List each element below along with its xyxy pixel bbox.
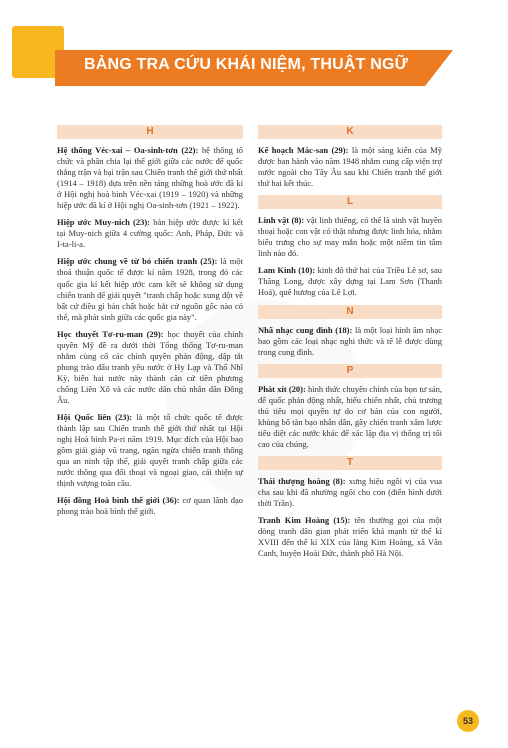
section-header-l: L	[258, 195, 442, 209]
glossary-term: Phát xít (20):	[258, 383, 306, 394]
section-header-n: N	[258, 305, 442, 319]
section-header-p: P	[258, 364, 442, 378]
glossary-term: Thái thượng hoàng (8):	[258, 475, 346, 486]
glossary-entry	[258, 145, 442, 189]
glossary-definition: tên thường gọi của một dòng tranh dân gian phát triển khá mạnh từ thế kỉ XVIII đến thế kỉ XIX của làng Kim Hoàng, xã Vân Canh, huyện Hoài Đức, thành phố Hà Nội.	[258, 515, 442, 559]
glossary-entry	[258, 215, 442, 259]
section-header-h: H	[57, 125, 243, 139]
glossary-definition: là một loại hình âm nhạc bao gồm các loại nhạc nghi thức và tế lễ được dùng trong cung đình.	[258, 324, 442, 357]
entries-h	[57, 145, 243, 517]
left-column	[57, 125, 243, 523]
glossary-definition: bản hiệp ước được kí kết tại Muy-nich giữa 4 cường quốc: Anh, Pháp, Đức và I-ta-li-a.	[57, 217, 244, 250]
glossary-term: Tranh Kim Hoàng (15):	[258, 515, 351, 526]
glossary-entry	[258, 476, 442, 509]
glossary-definition: là một tổ chức quốc tế được thành lập sau Chiến tranh thế giới thứ nhất tại Hội nghị Hoà bình Pa-ri năm 1919. Mục đích của Hội bao gồm giải giáp vũ trang, ngăn ngừa chiến tranh thông qua an ninh tập thể, giải quyết tranh chấp giữa các nước thông qua đối thoại và ngoại giao, cải thiện sự thịnh vượng toàn cầu.	[57, 412, 243, 489]
glossary-entry	[57, 217, 243, 250]
glossary-entry	[57, 256, 243, 322]
glossary-term: Hiệp ước Muy-nich (23):	[57, 217, 151, 228]
glossary-term: Học thuyết Tơ-ru-man (29):	[57, 328, 164, 339]
glossary-term: Linh vật (8):	[258, 215, 305, 226]
glossary-term: Hiệp ước chung về từ bỏ chiến tranh (25):	[57, 256, 218, 267]
glossary-definition: xưng hiệu ngôi vị của vua cha sau khi đã nhường ngôi cho con (điển hình dưới thời Trần).	[258, 475, 442, 509]
glossary-definition: là một thoả thuận quốc tế được kí năm 1928, trong đó các quốc gia kí kết hiệp ước cam kết sẽ không sử dụng chiến tranh để giải quyết "tranh chấp hoặc xung đột về bất cứ điều gì bản chất hoặc bắt cứ nguồn gốc nào có thể, mà phát sinh giữa các quốc gia này".	[57, 256, 243, 322]
section-header-t: T	[258, 456, 442, 470]
glossary-term: Hệ thống Véc-xai – Oa-sinh-tơn (22):	[57, 145, 199, 155]
page-number: 53	[457, 710, 479, 732]
glossary-definition: hình thức chuyên chính của bọn tư sản, đế quốc phản động nhất, hiếu chiến nhất, chủ trương thủ tiêu mọi quyền tự do cơ bản của con người, khủng bố tàn bạo nhân dân, gây chiến tranh xâm lược tiêu diệt các nước khác để xác lập địa vị thống trị tối cao của chúng.	[258, 383, 442, 449]
glossary-term: Hội đồng Hoà bình thế giới (36):	[57, 495, 180, 506]
entries-t	[258, 476, 442, 559]
entries-p	[258, 384, 442, 450]
glossary-definition: học thuyết của chính quyền Mỹ đề ra dưới thời Tổng thống Tơ-ru-man nhằm cùng cố các chính quyền phản động, dập tắt phong trào đấu tranh yêu nước ở Hy Lạp và Thổ Nhĩ Kỳ, biến hai nước này thành căn cứ tiền phương chống Liên Xô và các nước dân chủ nhân dân Đông Âu.	[57, 328, 243, 405]
glossary-entry	[57, 412, 243, 489]
page-title: BẢNG TRA CỨU KHÁI NIỆM, THUẬT NGỮ	[84, 56, 409, 73]
glossary-entry	[57, 329, 243, 406]
entries-k	[258, 145, 442, 189]
entries-l	[258, 215, 442, 298]
glossary-definition: là một sáng kiến của Mỹ được ban hành vào năm 1948 nhằm cung cấp viện trợ nước ngoài cho Tây Âu sau khi Chiến tranh thế giới thứ hai kết thúc.	[258, 145, 442, 189]
glossary-definition: kinh đô thứ hai của Triều Lê sơ, sau Thăng Long, được xây dựng tại Lam Sơn (Thanh Hoá), quê hương của Lê Lợi.	[258, 265, 442, 298]
glossary-term: Hội Quốc liên (23):	[57, 412, 133, 423]
glossary-definition: hệ thống tổ chức và phân chia lại thế giới giữa các nước đế quốc thắng trận và bại trận sau Chiến tranh thế giới thứ nhất (1914 – 1918) dựa trên nền tảng những hoà ước đã kí ở Hội nghị hoà bình Véc-xai (1919 – 1920) và những hiệp ước đã kí ở Hội nghị Oa-sinh-tơn (1921 – 1922).	[57, 145, 243, 211]
glossary-entry	[57, 145, 243, 211]
entries-n	[258, 325, 442, 358]
glossary-entry	[258, 325, 442, 358]
section-header-k: K	[258, 125, 442, 139]
glossary-entry	[258, 515, 442, 559]
glossary-entry	[57, 495, 243, 517]
glossary-entry	[258, 384, 442, 450]
glossary-definition: cơ quan lãnh đạo phong trào hoà bình thế giới.	[57, 495, 243, 517]
glossary-term: Kế hoạch Mác-san (29):	[258, 145, 349, 155]
glossary-term: Lam Kinh (10):	[258, 265, 316, 276]
right-column	[258, 125, 442, 565]
glossary-term: Nhã nhạc cung đình (18):	[258, 324, 353, 335]
glossary-entry	[258, 265, 442, 298]
glossary-definition: vật linh thiêng, có thể là sinh vật huyền thoại hoặc con vật có thật nhưng được linh hóa, nhằm biểu trưng cho sự may mắn hoặc một niềm tin tâm linh nào đó.	[258, 215, 442, 259]
